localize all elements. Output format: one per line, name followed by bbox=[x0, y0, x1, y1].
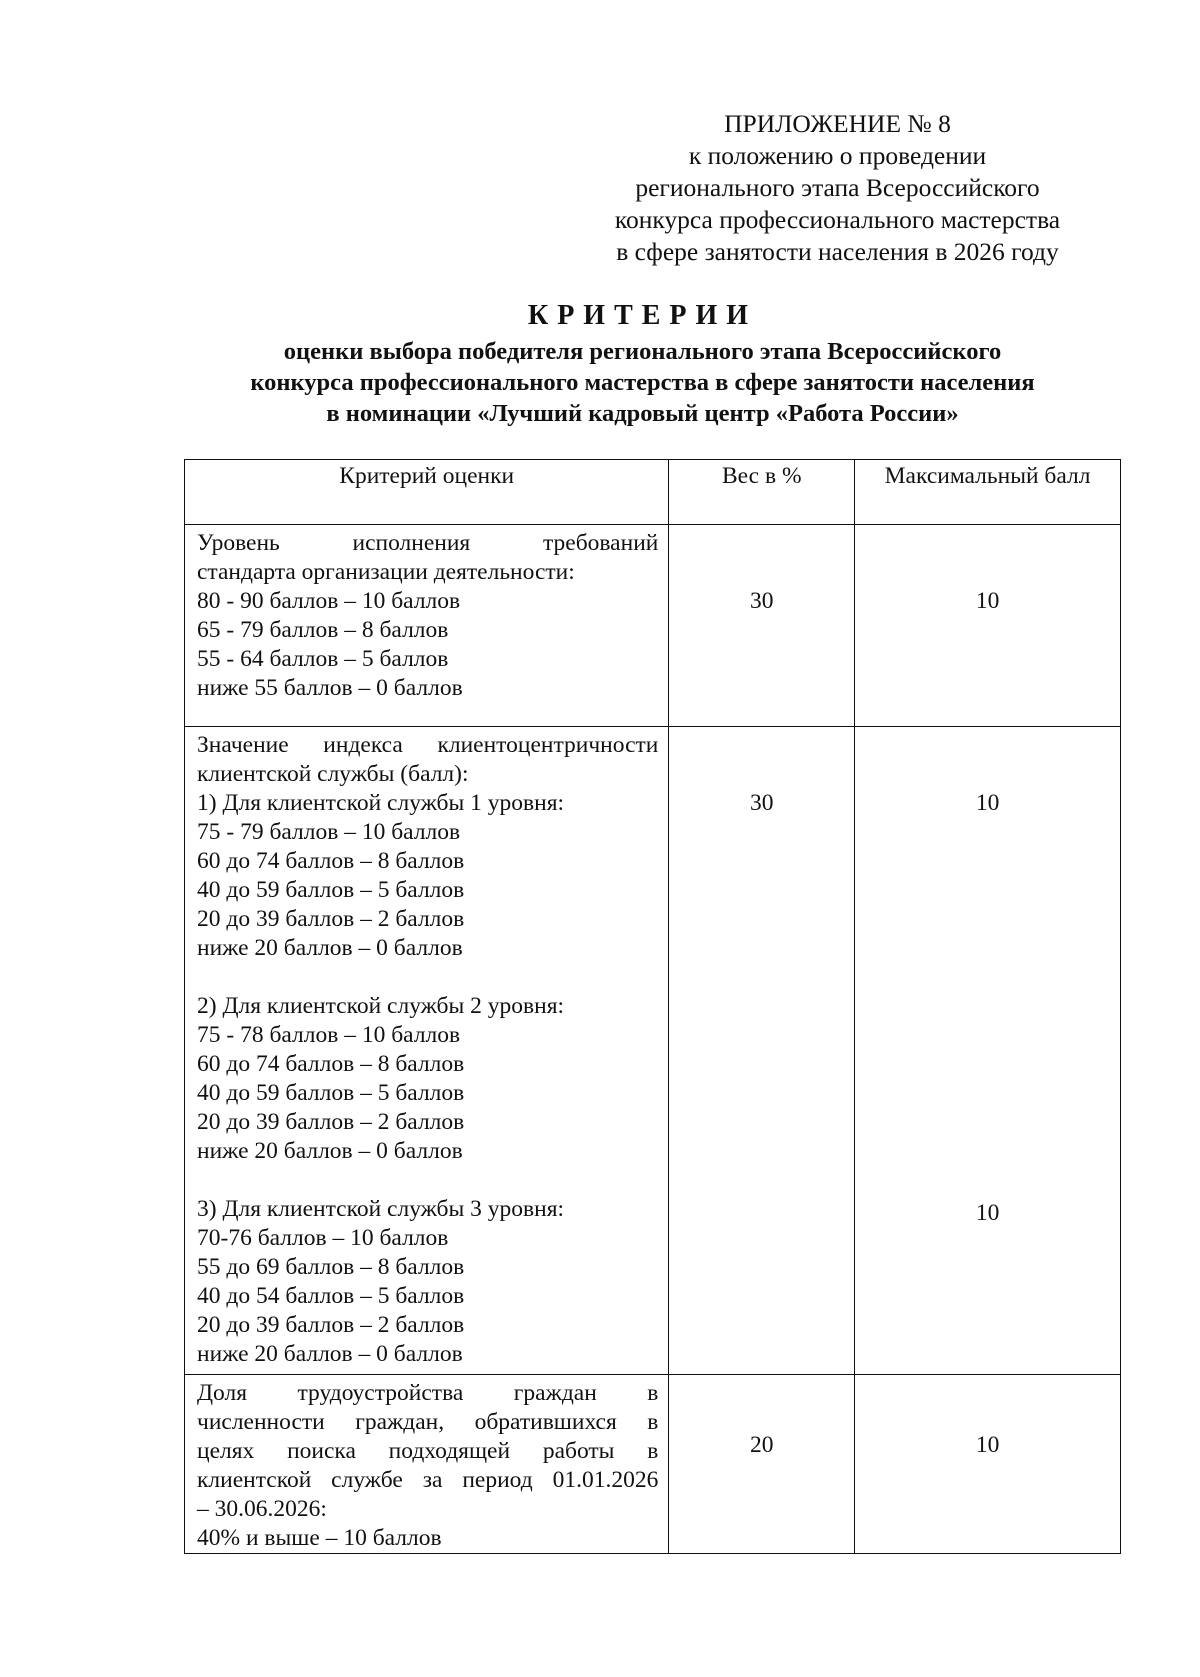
spacer bbox=[197, 1166, 658, 1195]
criterion-item: 60 до 74 баллов – 8 баллов bbox=[197, 848, 465, 874]
criterion-item: ниже 20 баллов – 0 баллов bbox=[197, 935, 463, 961]
criterion-item: ниже 20 баллов – 0 баллов bbox=[197, 1138, 463, 1164]
document-title: КРИТЕРИИ bbox=[527, 300, 758, 331]
max-score-value: 10 bbox=[975, 1200, 1000, 1226]
criterion-cell bbox=[185, 525, 669, 727]
heading-line: оценки выбора победителя регионального этапа Всероссийского bbox=[283, 338, 1002, 365]
header-max-score: Максимальный балл bbox=[855, 460, 1121, 525]
criterion-item: 40 до 54 баллов – 5 баллов bbox=[197, 1283, 465, 1309]
criterion-cell bbox=[185, 1375, 669, 1554]
criterion-text: численности граждан, обратившихся в bbox=[197, 1409, 659, 1435]
criterion-item: 40 до 59 баллов – 5 баллов bbox=[197, 877, 465, 903]
weight-value: 20 bbox=[750, 1432, 774, 1458]
criterion-text: целях поиска подходящей работы в bbox=[197, 1438, 659, 1464]
criterion-text: Доля трудоустройства граждан в bbox=[197, 1380, 659, 1406]
max-score-cell bbox=[855, 525, 1121, 727]
criterion-item: 20 до 39 баллов – 2 баллов bbox=[197, 1109, 465, 1135]
criterion-item: ниже 20 баллов – 0 баллов bbox=[197, 1341, 463, 1367]
criterion-item: 70-76 баллов – 10 баллов bbox=[197, 1225, 449, 1251]
criterion-item: 40 до 59 баллов – 5 баллов bbox=[197, 1080, 465, 1106]
criterion-group-title: 1) Для клиентской службы 1 уровня: bbox=[197, 790, 565, 816]
weight-value: 30 bbox=[750, 790, 774, 816]
heading-line: в номинации «Лучший кадровый центр «Работа России» bbox=[326, 400, 959, 427]
criterion-text: клиентской службе за период 01.01.2026 bbox=[197, 1467, 659, 1493]
criterion-item: 55 до 69 баллов – 8 баллов bbox=[197, 1254, 465, 1280]
criterion-text: – 30.06.2026: bbox=[197, 1496, 327, 1522]
criterion-item: 80 - 90 баллов – 10 баллов bbox=[197, 588, 461, 614]
appendix-line: регионального этапа Всероссийского bbox=[635, 173, 1040, 202]
appendix-line: в сфере занятости населения в 2026 году bbox=[616, 237, 1059, 266]
appendix-block bbox=[560, 108, 1115, 268]
heading-line: конкурса профессионального мастерства в сфере занятости населения bbox=[250, 369, 1035, 396]
criterion-item: 75 - 78 баллов – 10 баллов bbox=[197, 1022, 461, 1048]
appendix-line: конкурса профессионального мастерства bbox=[614, 205, 1061, 234]
criterion-item: 40% и выше – 10 баллов bbox=[197, 1525, 442, 1551]
header-weight: Вес в % bbox=[669, 460, 855, 525]
criterion-text: клиентской службы (балл): bbox=[197, 761, 469, 787]
table-row bbox=[185, 727, 1121, 1375]
criterion-item: ниже 55 баллов – 0 баллов bbox=[197, 675, 463, 701]
criterion-item: 55 - 64 баллов – 5 баллов bbox=[197, 646, 449, 672]
criterion-item: 20 до 39 баллов – 2 баллов bbox=[197, 1312, 465, 1338]
criterion-item: 75 - 79 баллов – 10 баллов bbox=[197, 819, 461, 845]
criterion-text: стандарта организации деятельности: bbox=[197, 559, 575, 585]
criterion-item: 60 до 74 баллов – 8 баллов bbox=[197, 1051, 465, 1077]
table-header-row bbox=[185, 460, 1121, 525]
weight-cell bbox=[669, 525, 855, 727]
criterion-item: 20 до 39 баллов – 2 баллов bbox=[197, 906, 465, 932]
max-score-value: 10 bbox=[975, 588, 1000, 614]
document-heading bbox=[160, 296, 1125, 429]
criterion-cell bbox=[185, 727, 669, 1375]
table-row bbox=[185, 1375, 1121, 1554]
max-score-cell bbox=[855, 1375, 1121, 1554]
max-score-value: 10 bbox=[975, 790, 1000, 816]
criteria-table bbox=[184, 459, 1121, 1554]
criterion-group-title: 3) Для клиентской службы 3 уровня: bbox=[197, 1196, 565, 1222]
criterion-text: Уровень исполнения требований bbox=[197, 530, 659, 556]
weight-cell bbox=[669, 1375, 855, 1554]
appendix-number: ПРИЛОЖЕНИЕ № 8 bbox=[724, 109, 951, 138]
weight-value: 30 bbox=[750, 588, 774, 614]
max-score-cell bbox=[855, 727, 1121, 1375]
criterion-item: 65 - 79 баллов – 8 баллов bbox=[197, 617, 449, 643]
spacer bbox=[197, 963, 658, 992]
table-row bbox=[185, 525, 1121, 727]
criterion-text: Значение индекса клиентоцентричности bbox=[197, 732, 659, 758]
criterion-group-title: 2) Для клиентской службы 2 уровня: bbox=[197, 993, 565, 1019]
weight-cell bbox=[669, 727, 855, 1375]
appendix-line: к положению о проведении bbox=[688, 141, 987, 170]
max-score-value: 10 bbox=[975, 1432, 1000, 1458]
header-criterion: Критерий оценки bbox=[185, 460, 669, 525]
